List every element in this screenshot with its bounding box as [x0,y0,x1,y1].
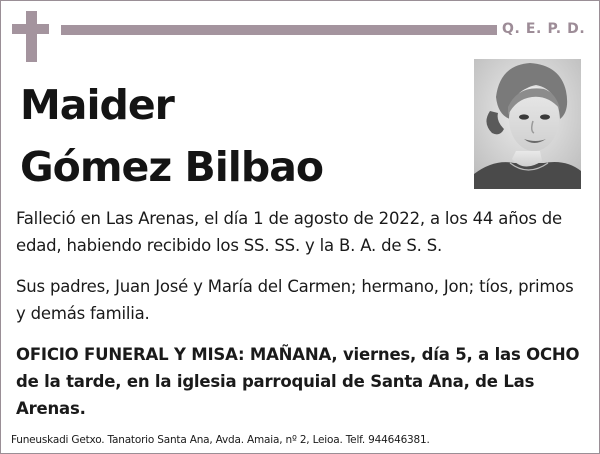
qepd-label: Q. E. P. D. [502,21,586,37]
funeral-paragraph: OFICIO FUNERAL Y MISA: MAÑANA, viernes, día 5, a las OCHO de la tarde, en la iglesia parroquial de Santa Ana, de Las Arenas. [16,345,580,418]
deceased-photo [474,59,581,189]
funeral-home-footer: Funeuskadi Getxo. Tanatorio Santa Ana, Avda. Amaia, nº 2, Leioa. Telf. 944646381. [11,434,430,446]
cross-icon-horizontal [12,24,49,34]
portrait-image [474,59,581,189]
family-paragraph: Sus padres, Juan José y María del Carmen; hermano, Jon; tíos, primos y demás familia. [16,277,574,323]
deceased-surnames: Gómez Bilbao [20,143,324,191]
cross-icon-vertical [26,11,37,62]
death-paragraph: Falleció en Las Arenas, el día 1 de agosto de 2022, a los 44 años de edad, habiendo recibido los SS. SS. y la B. A. de S. S. [16,209,563,255]
header-rule [61,25,497,35]
deceased-first-name: Maider [20,81,174,129]
